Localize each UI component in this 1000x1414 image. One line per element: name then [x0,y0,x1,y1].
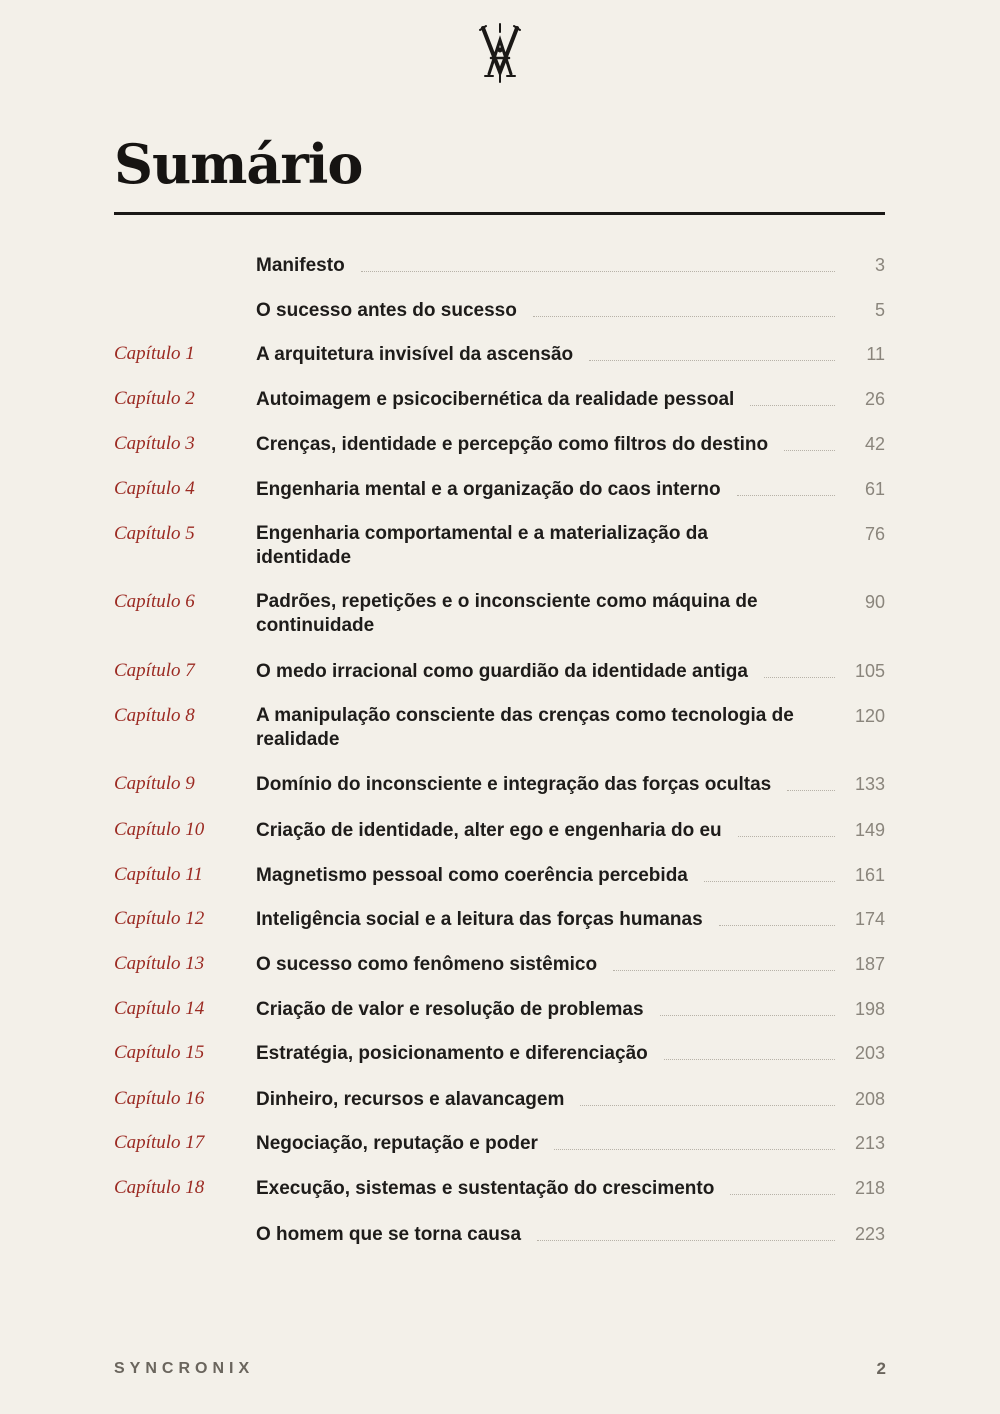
chapter-label: Capítulo 10 [114,819,205,840]
entry-title: Negociação, reputação e poder [256,1133,538,1154]
dot-leader [580,1104,835,1106]
page-number: 11 [866,344,885,364]
page-number: 42 [864,434,885,454]
entry-title: Criação de valor e resolução de problemas [256,999,644,1020]
dot-leader [784,449,835,451]
entry-title: Autoimagem e psicocibernética da realidade pessoal [256,389,735,410]
chapter-label: Capítulo 13 [114,953,205,974]
chapter-label: Capítulo 6 [114,591,195,612]
page-number: 5 [874,300,885,320]
entry-title: A manipulação consciente das crenças como tecnologia de realidade [256,705,794,750]
entry-title: O sucesso como fenômeno sistêmico [256,954,598,975]
dot-leader [815,631,835,632]
dot-leader [361,270,835,272]
page-number: 149 [854,820,885,840]
entry-title: Engenharia mental e a organização do caos interno [256,479,721,500]
page-number: 218 [854,1178,885,1198]
page-number: 174 [854,909,885,929]
chapter-label: Capítulo 17 [114,1132,205,1153]
dot-leader [737,494,835,496]
page-number: 76 [864,524,885,544]
dot-leader [815,745,835,746]
dot-leader [554,1148,835,1150]
chapter-label: Capítulo 18 [114,1177,205,1198]
entry-title: O medo irracional como guardião da identidade antiga [256,661,748,682]
entry-title: Execução, sistemas e sustentação do crescimento [256,1178,715,1199]
entry-title: Padrões, repetições e o inconsciente como máquina de continuidade [256,591,758,636]
page-number: 187 [854,954,885,974]
title-divider [114,212,885,215]
entry-title: Engenharia comportamental e a materialização da identidade [256,523,708,568]
entry-title: Dinheiro, recursos e alavancagem [256,1089,565,1110]
chapter-label: Capítulo 8 [114,705,195,726]
entry-title: A arquitetura invisível da ascensão [256,344,574,365]
page-number: 3 [874,255,885,275]
entry-title: Crenças, identidade e percepção como filtros do destino [256,434,769,455]
dot-leader [613,969,835,971]
chapter-label: Capítulo 3 [114,433,195,454]
chapter-label: Capítulo 16 [114,1088,205,1109]
entry-title: O homem que se torna causa [256,1224,522,1245]
page-number: 223 [854,1224,885,1244]
entry-title: Domínio do inconsciente e integração das forças ocultas [256,774,772,795]
page-number: 161 [854,865,885,885]
dot-leader [738,835,835,837]
dot-leader [787,789,835,791]
footer-page-number: 2 [876,1359,886,1378]
page-number: 61 [864,479,885,499]
chapter-label: Capítulo 1 [114,343,195,364]
page-number: 90 [864,592,885,612]
dot-leader [660,1014,835,1016]
page-number: 26 [864,389,885,409]
page-number: 133 [854,774,885,794]
dot-leader [719,924,835,926]
chapter-label: Capítulo 11 [114,864,203,885]
entry-title: Estratégia, posicionamento e diferenciação [256,1043,648,1064]
dot-leader [533,315,835,317]
chapter-label: Capítulo 14 [114,998,205,1019]
page-number: 198 [854,999,885,1019]
page-number: 105 [854,661,885,681]
page-number: 203 [854,1043,885,1063]
chapter-label: Capítulo 2 [114,388,195,409]
dot-leader [730,1193,835,1195]
dot-leader [589,359,835,361]
page-number: 120 [854,706,885,726]
page-number: 213 [854,1133,885,1153]
dot-leader [750,404,835,406]
chapter-label: Capítulo 7 [114,660,195,681]
chapter-label: Capítulo 5 [114,523,195,544]
footer-brand: SYNCRONIX [114,1360,255,1377]
dot-leader [815,563,835,564]
entry-title: Magnetismo pessoal como coerência percebida [256,865,688,886]
entry-title: O sucesso antes do sucesso [256,300,517,321]
dot-leader [704,880,835,882]
page-number: 208 [854,1089,885,1109]
chapter-label: Capítulo 4 [114,478,195,499]
entry-title: Manifesto [256,255,345,276]
page-title: Sumário [114,132,363,196]
dot-leader [764,676,835,678]
dot-leader [664,1058,835,1060]
dot-leader [537,1239,835,1241]
entry-title: Inteligência social e a leitura das forças humanas [256,909,703,930]
entry-title: Criação de identidade, alter ego e engenharia do eu [256,820,722,841]
chapter-label: Capítulo 9 [114,773,195,794]
monogram-emblem-icon [477,22,523,84]
chapter-label: Capítulo 15 [114,1042,205,1063]
chapter-label: Capítulo 12 [114,908,205,929]
